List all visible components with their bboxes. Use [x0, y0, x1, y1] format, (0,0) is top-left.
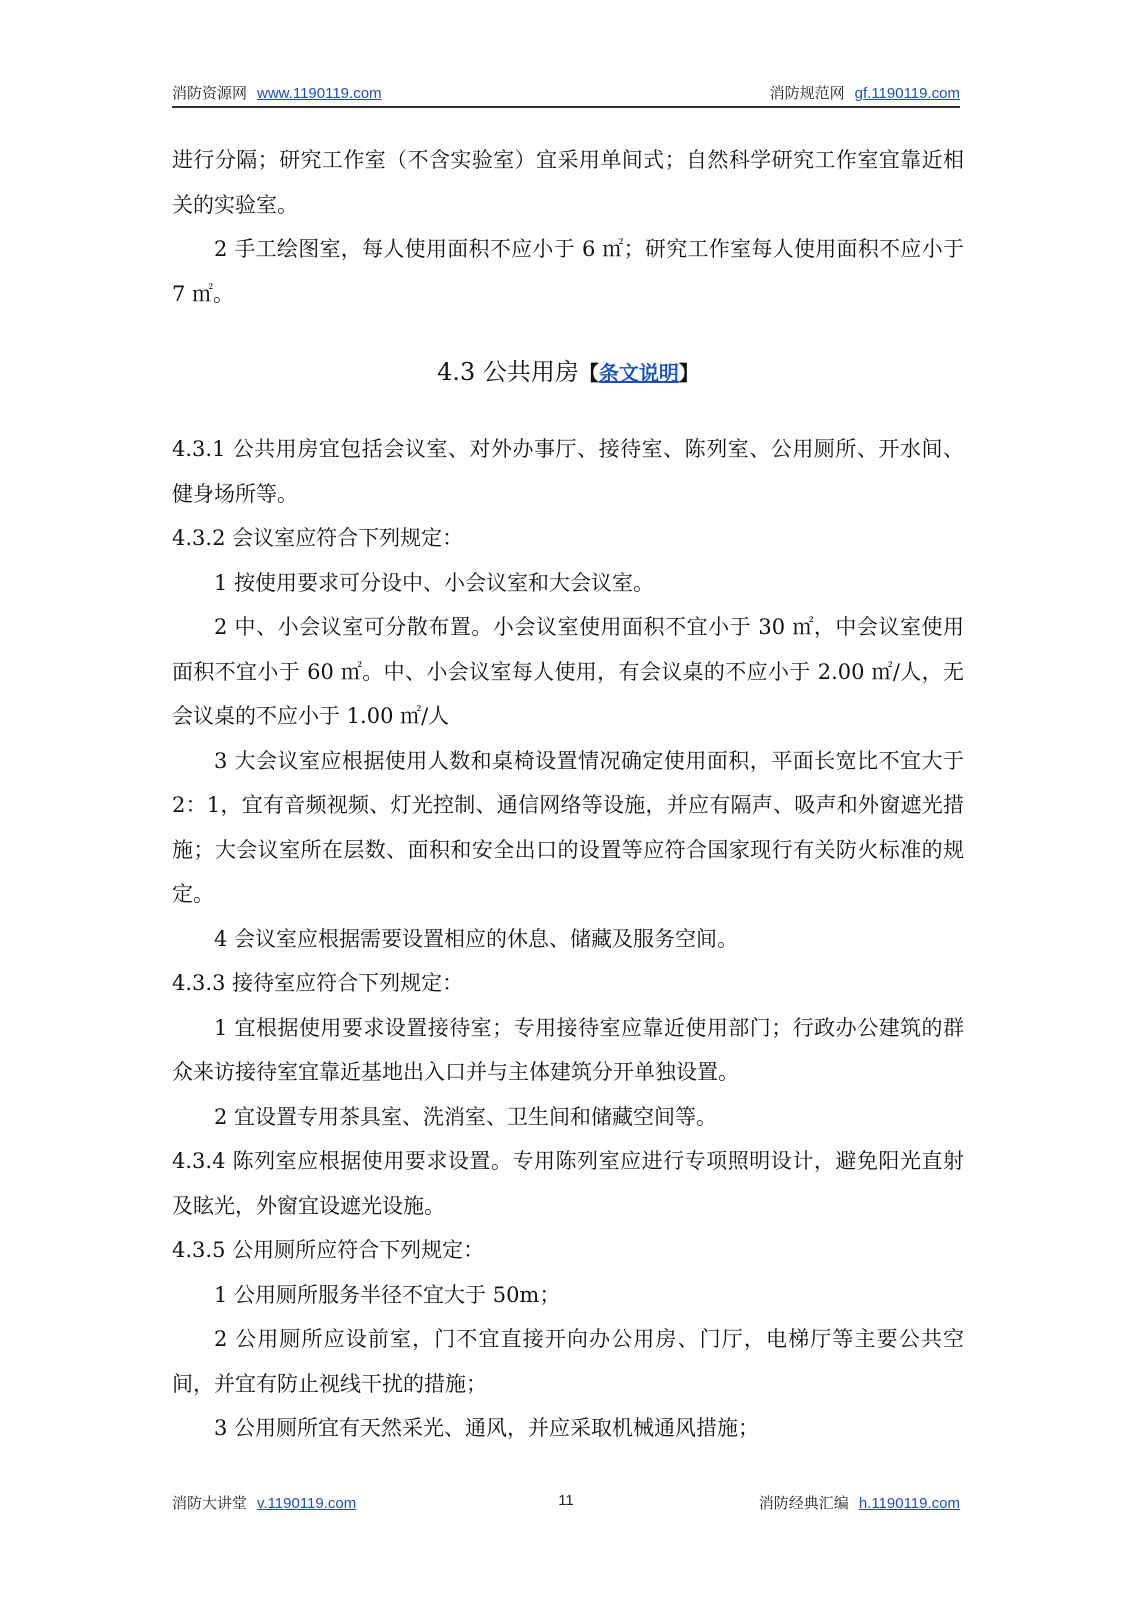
clause-4-3-3-item-2: 2 宜设置专用茶具室、洗消室、卫生间和储藏空间等。: [214, 1104, 718, 1129]
page-footer: [172, 1490, 960, 1514]
page-header: [172, 80, 960, 108]
footer-left-link[interactable]: v.1190119.com: [257, 1495, 357, 1512]
footer-right: [759, 1492, 960, 1513]
section-title: 4.3 公共用房: [437, 358, 579, 386]
bracket-close: 】: [678, 361, 699, 385]
header-site-name: 消防资源网: [172, 84, 248, 102]
clause-4-3-1: 4.3.1 公共用房宜包括会议室、对外办事厅、接待室、陈列室、公用厕所、开水间、健身场所等。: [172, 437, 964, 506]
clause-4-3-3-item-1: 1 宜根据使用要求设置接待室；专用接待室应靠近使用部门；行政办公建筑的群众来访接待室宜靠近基地出入口并与主体建筑分开单独设置。: [172, 1015, 964, 1084]
clause-explanation-link[interactable]: 条文说明: [598, 361, 679, 385]
clause-4-3-5: 4.3.5 公用厕所应符合下列规定：: [172, 1238, 485, 1262]
header-left-link[interactable]: www.1190119.com: [257, 85, 382, 102]
header-left: [172, 82, 382, 103]
header-right-link[interactable]: gf.1190119.com: [854, 85, 960, 102]
clause-4-3-2-item-1: 1 按使用要求可分设中、小会议室和大会议室。: [214, 570, 655, 595]
clause-4-3-5-item-1: 1 公用厕所服务半径不宜大于 50m；: [214, 1282, 561, 1307]
clause-4-3-2: 4.3.2 会议室应符合下列规定：: [172, 526, 464, 550]
paragraph-continued: 进行分隔；研究工作室（不含实验室）宜采用单间式；自然科学研究工作室宜靠近相关的实验室。: [172, 148, 964, 217]
page-number: 11: [558, 1492, 574, 1509]
header-right: [770, 82, 960, 103]
footer-right-site-name: 消防经典汇编: [758, 1494, 849, 1512]
footer-right-link[interactable]: h.1190119.com: [858, 1495, 960, 1512]
clause-4-3-4: 4.3.4 陈列室应根据使用要求设置。专用陈列室应进行专项照明设计，避免阳光直射及眩光，外窗宜设遮光设施。: [172, 1149, 964, 1218]
clause-4-3-5-item-3: 3 公用厕所宜有天然采光、通风，并应采取机械通风措施；: [214, 1416, 760, 1440]
clause-4-3-2-item-4: 4 会议室应根据需要设置相应的休息、储藏及服务空间。: [214, 926, 739, 951]
section-heading: [172, 350, 964, 395]
bracket-open: 【: [578, 361, 599, 385]
clause-4-3-5-item-2: 2 公用厕所应设前室，门不宜直接开向办公用房、门厅，电梯厅等主要公共空间，并宜有防止视线干扰的措施；: [172, 1327, 964, 1396]
footer-left-site-name: 消防大讲堂: [172, 1494, 248, 1512]
document-body: [172, 138, 964, 1451]
paragraph-drawing-room: 2 手工绘图室，每人使用面积不应小于 6 ㎡；研究工作室每人使用面积不应小于 7 ㎡。: [172, 237, 964, 306]
clause-4-3-3: 4.3.3 接待室应符合下列规定：: [172, 971, 464, 995]
header-right-site-name: 消防规范网: [769, 84, 845, 102]
clause-4-3-2-item-3: 3 大会议室应根据使用人数和桌椅设置情况确定使用面积，平面长宽比不宜大于 2：1，宜有音频视频、灯光控制、通信网络等设施，并应有隔声、吸声和外窗遮光措施；大会议室所在层数、面积和安全出口的设置等应符合国家现行有关防火标准的规定。: [172, 748, 964, 906]
clause-4-3-2-item-2: 2 中、小会议室可分散布置。小会议室使用面积不宜小于 30 ㎡，中会议室使用面积不宜小于 60 ㎡。中、小会议室每人使用，有会议桌的不应小于 2.00 ㎡/人，无会议桌的不应小于 1.00 ㎡/人: [172, 615, 964, 728]
